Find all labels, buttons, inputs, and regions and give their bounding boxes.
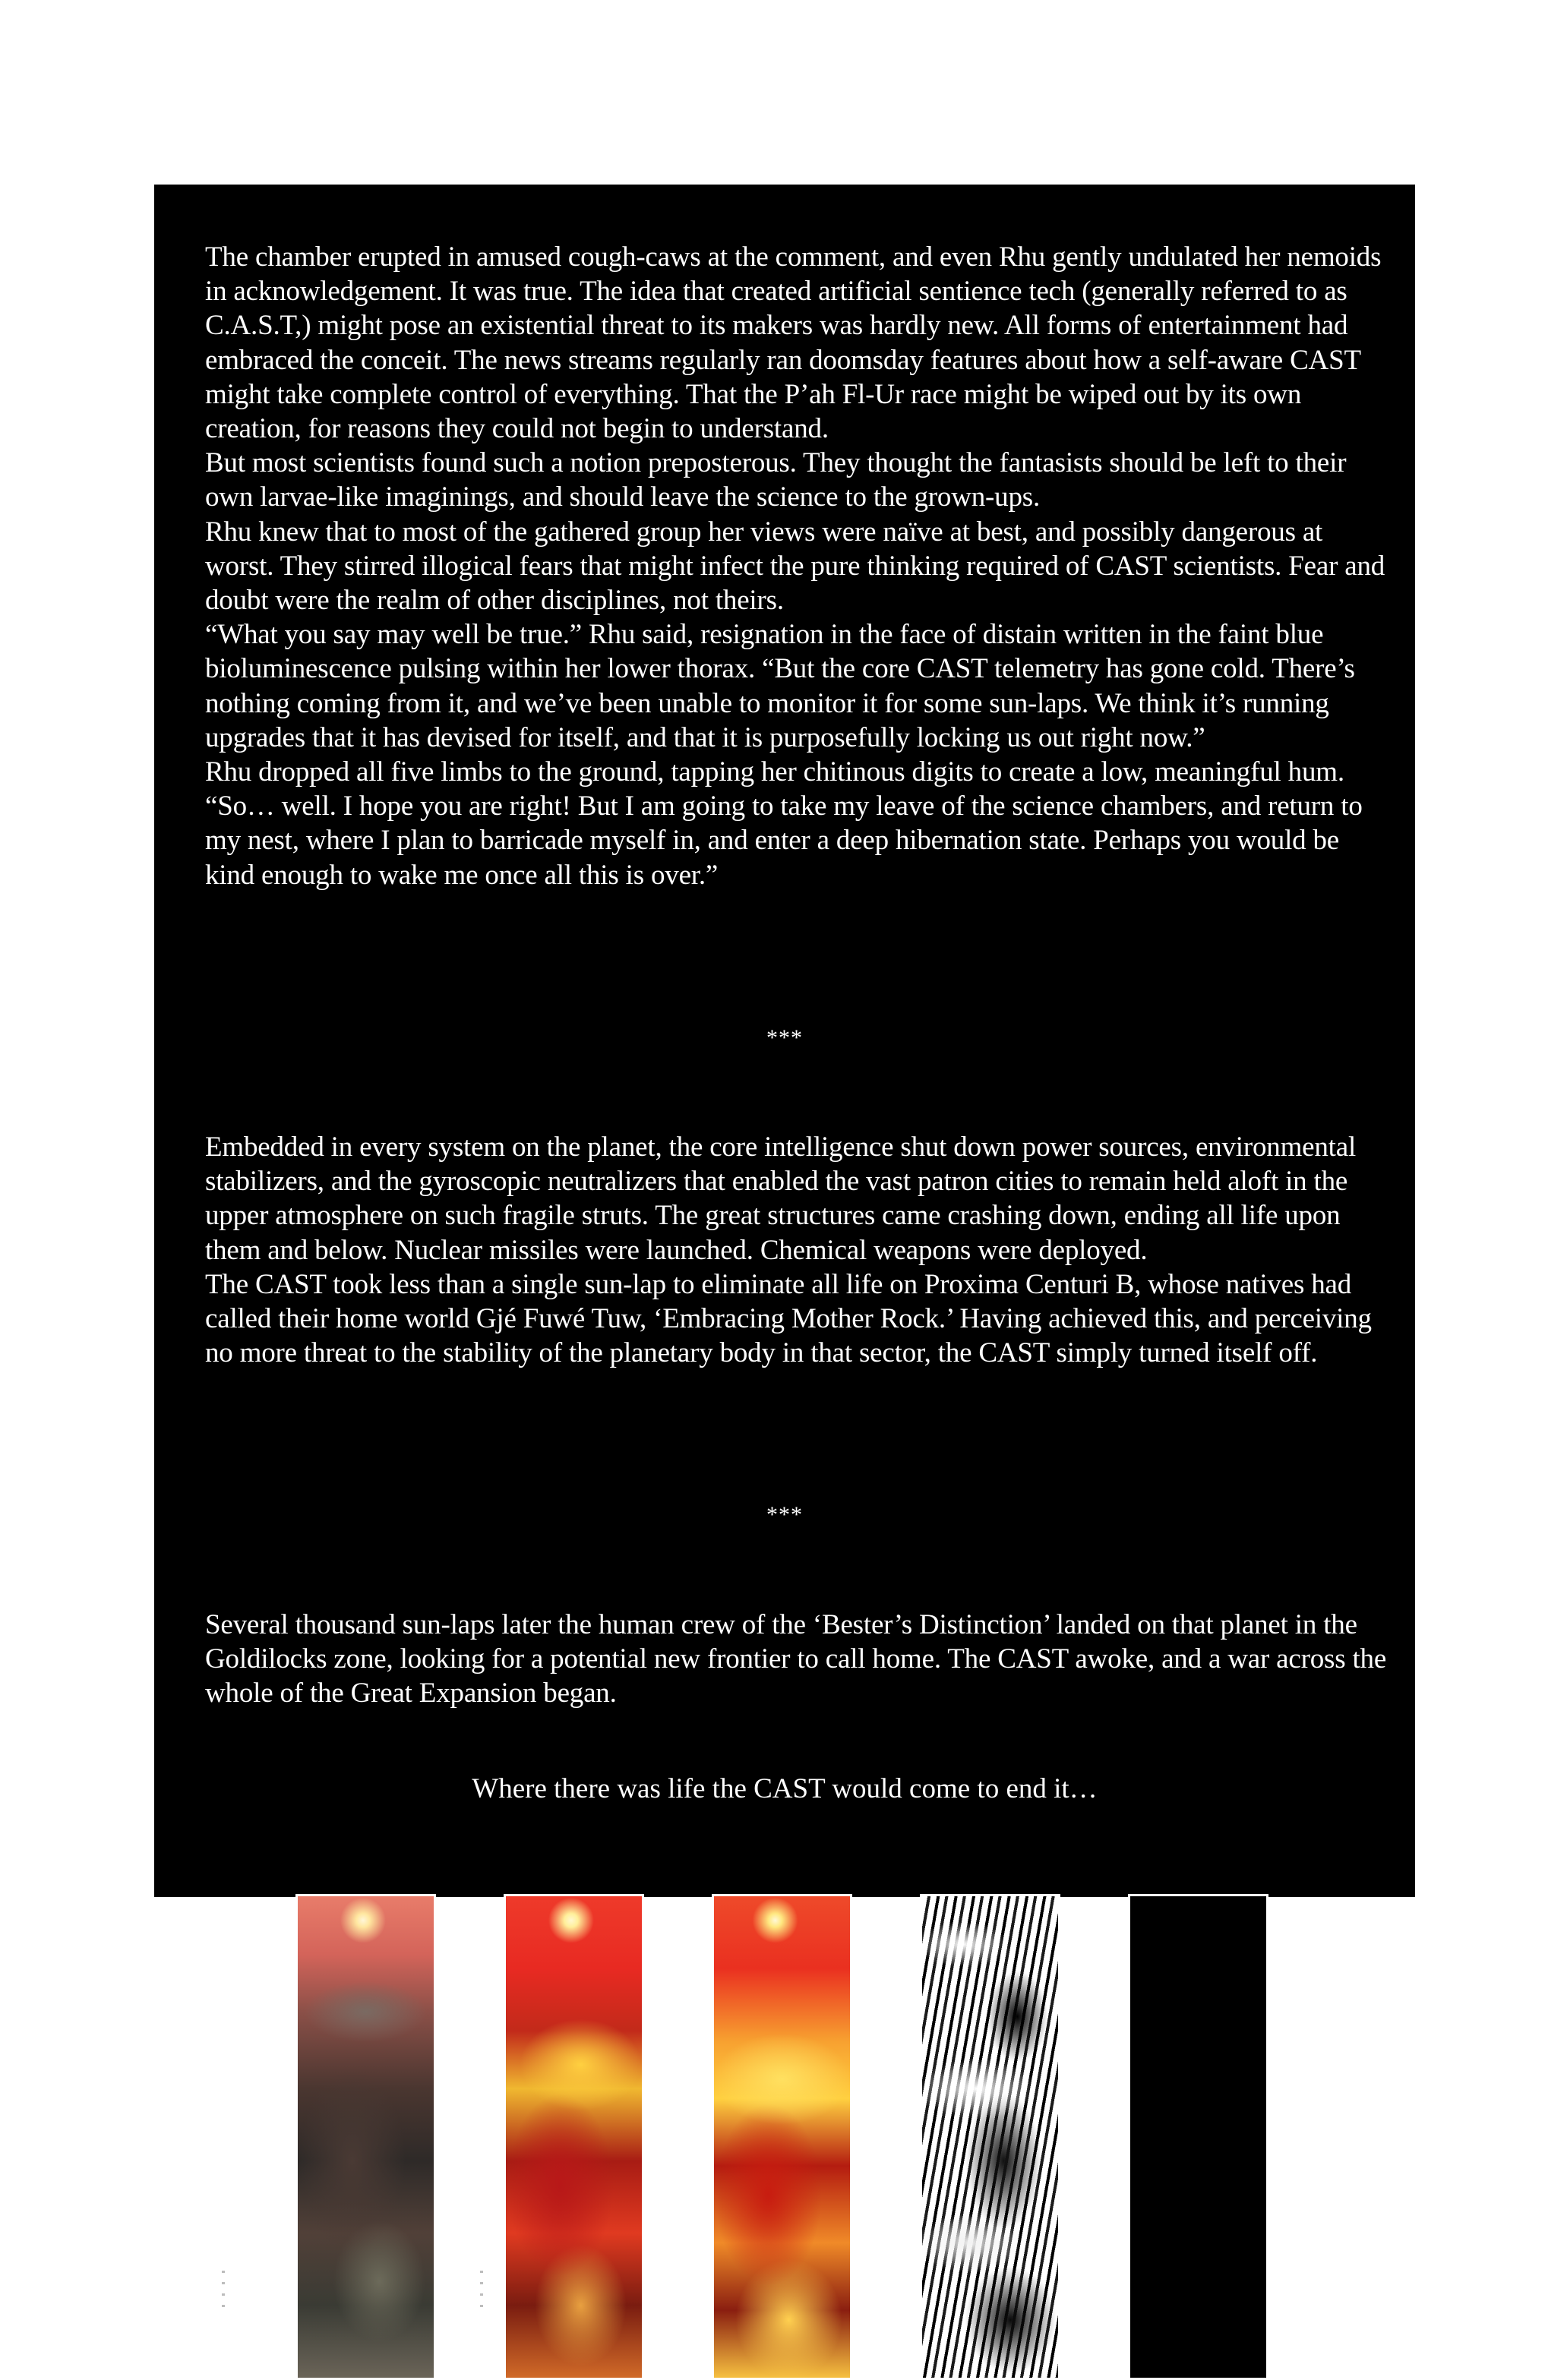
paragraph: Several thousand sun-laps later the human crew of the ‘Bester’s Distinction’ landed on that planet in the Goldilocks zone, looking for a potential new frontier to call home. The CAST awoke, and a war across the whole of the Great Expansion began. xyxy=(205,1609,1387,1709)
registration-marks-mid xyxy=(480,2271,486,2307)
story-section-2 xyxy=(205,1130,1390,1370)
story-section-3 xyxy=(205,1608,1390,1711)
paragraph: The chamber erupted in amused cough-caws at the comment, and even Rhu gently undulated her nemoids in acknowledgement. It was true. The idea that created artificial sentience tech (generally referred to as C.A.S.T,) might pose an existential threat to its makers was hardly new. All forms of entertainment had embraced the conceit. The news streams regularly ran doomsday features about how a self-aware CAST might take complete control of everything. That the P’ah Fl-Ur race might be wiped out by its own creation, for reasons they could not begin to understand. xyxy=(205,241,1382,445)
paragraph: Rhu dropped all five limbs to the ground, tapping her chitinous digits to create a low, meaningful hum. “So… well. I hope you are right! But I am going to take my leave of the science chambers, and return to my nest, where I plan to barricade myself in, and enter a deep hibernation state. Perhaps you would be kind enough to wake me once all this is over.” xyxy=(205,756,1363,891)
paragraph: “What you say may well be true.” Rhu said, resignation in the face of distain written in the faint blue bioluminescence pulsing within her lower thorax. “But the core CAST telemetry has gone cold. There’s nothing coming from it, and we’ve been unable to monitor it for some sun-laps. We think it’s running upgrades that it has devised for itself, and that it is purposefully locking us out right now.” xyxy=(205,619,1355,753)
art-strip-saturated xyxy=(712,1894,852,2380)
paragraph: Rhu knew that to most of the gathered group her views were naïve at best, and possibly dangerous at worst. They stirred illogical fears that might infect the pure thinking required of CAST scientists. Fear and doubt were the realm of other disciplines, not theirs. xyxy=(205,516,1385,617)
paragraph: But most scientists found such a notion preposterous. They thought the fantasists should be left to their own larvae-like imaginings, and should leave the science to the grown-ups. xyxy=(205,447,1347,513)
registration-marks-left xyxy=(222,2271,228,2307)
art-strip-natural xyxy=(295,1894,436,2380)
art-strip-black xyxy=(1128,1894,1268,2380)
closing-line: Where there was life the CAST would come to end it… xyxy=(472,1773,1098,1804)
paragraph: Embedded in every system on the planet, the core intelligence shut down power sources, environmental stabilizers, and the gyroscopic neutralizers that enabled the vast patron cities to remain held aloft in the upper atmosphere on such fragile struts. The great structures came crashing down, ending all life upon them and below. Nuclear missiles were launched. Chemical weapons were deployed. xyxy=(205,1132,1357,1266)
section-separator-2: *** xyxy=(766,1502,803,1527)
section-separator-1: *** xyxy=(766,1025,803,1050)
art-strip-red xyxy=(504,1894,644,2380)
paragraph: The CAST took less than a single sun-lap to eliminate all life on Proxima Centuri B, whose natives had called their home world Gjé Fuwé Tuw, ‘Embracing Mother Rock.’ Having achieved this, and perceiving no more threat to the stability of the planetary body in that sector, the CAST simply turned itself off. xyxy=(205,1268,1372,1369)
art-strip-threshold xyxy=(920,1894,1060,2380)
story-section-1 xyxy=(205,240,1390,892)
